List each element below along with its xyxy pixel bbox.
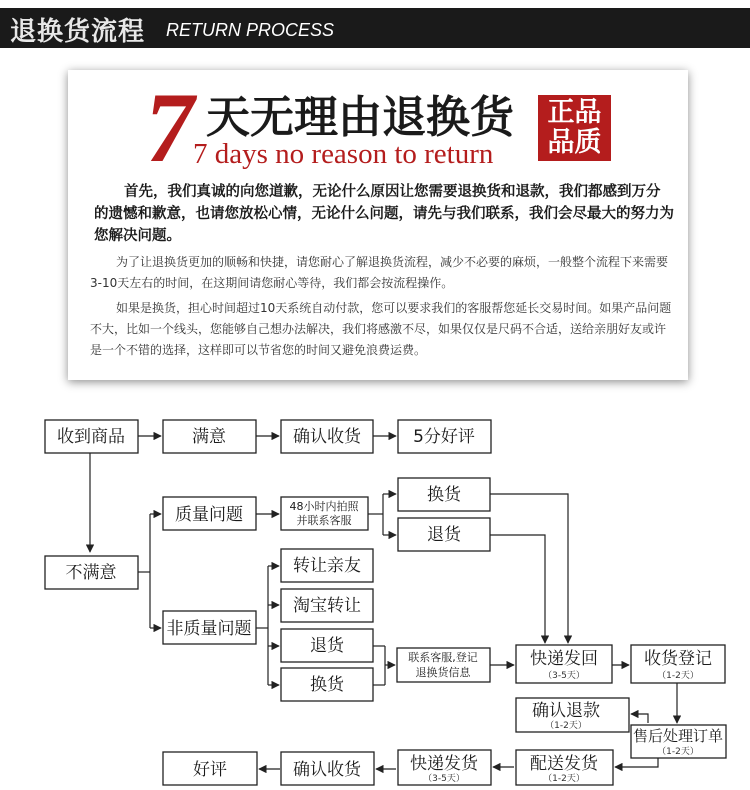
node-contact-line-1: 联系客服,登记 — [408, 651, 478, 664]
node-good-review: 好评 — [193, 760, 227, 780]
node-after-sales: 售后处理订单 — [632, 727, 724, 745]
node-exchange-top: 换货 — [427, 485, 461, 505]
node-after-sales-days: （1-2天） — [657, 747, 699, 757]
node-photo-line-1: 48小时内拍照 — [289, 500, 359, 513]
hero-number: 7 — [137, 72, 203, 183]
return-flowchart — [0, 400, 750, 790]
node-transfer-friends: 转让亲友 — [293, 556, 361, 576]
hero-headline-cn: 天无理由退换货 — [206, 92, 514, 143]
header-bar — [0, 8, 750, 48]
apology-paragraph: 首先，我们真诚的向您道歉，无论什么原因让您需要退换货和退款，我们都感到万分的遗憾和歉意，也请您放松心情，无论什么问题，请先与我们联系，我们会尽最大的努力为您解决问题。 — [94, 184, 674, 244]
node-confirm-receipt-top: 确认收货 — [293, 427, 361, 447]
node-delivery-ship-days: （1-2天） — [543, 774, 585, 784]
node-received: 收到商品 — [57, 427, 125, 447]
process-paragraph: 为了让退换货更加的顺畅和快捷，请您耐心了解退换货流程，减少不必要的麻烦，一般整个流程下来需要3-10天左右的时间，在这期间请您耐心等待，我们都会按流程操作。 — [90, 255, 669, 290]
flow-boxes — [45, 420, 726, 785]
node-unsatisfied: 不满意 — [65, 563, 117, 583]
node-express-return-days: （3-5天） — [543, 671, 585, 681]
hero-headline-en: 7 days no reason to return — [193, 138, 494, 170]
node-quality-issue: 质量问题 — [175, 505, 243, 525]
node-return-top: 退货 — [427, 525, 461, 545]
node-express-ship: 快递发货 — [410, 754, 478, 774]
node-contact-line-2: 退换货信息 — [415, 666, 471, 679]
node-delivery-ship: 配送发货 — [530, 754, 598, 774]
node-confirm-refund: 确认退款 — [532, 701, 600, 721]
node-five-star-review: 5分好评 — [413, 427, 475, 447]
node-taobao-resell: 淘宝转让 — [293, 596, 361, 616]
advice-paragraph: 如果是换货，担心时间超过10天系统自动付款，您可以要求我们的客服帮您延长交易时间。如果产品问题不大，比如一个线头，您能够自己想办法解决，我们将感激不尽，如果仅仅是尺码不合适，送给亲朋好友或许是一个不错的选择，这样即可以节省您的时间又避免浪费运费。 — [90, 301, 672, 357]
node-receipt-register: 收货登记 — [644, 649, 712, 669]
node-confirm-refund-days: （1-2天） — [545, 721, 587, 731]
badge-line-2: 品质 — [547, 127, 602, 158]
node-confirm-receipt-bottom: 确认收货 — [293, 760, 361, 780]
node-exchange-mid: 换货 — [310, 675, 344, 695]
node-non-quality-issue: 非质量问题 — [166, 619, 252, 639]
badge-line-1: 正品 — [547, 97, 602, 128]
genuine-quality-badge — [538, 95, 611, 161]
node-receipt-register-days: （1-2天） — [657, 671, 699, 681]
node-return-mid: 退货 — [310, 636, 344, 656]
node-photo-line-2: 并联系客服 — [296, 514, 352, 527]
header-title-en: RETURN PROCESS — [166, 20, 335, 40]
node-express-return: 快递发回 — [530, 649, 598, 669]
header-title-cn: 退换货流程 — [10, 17, 146, 47]
node-express-ship-days: （3-5天） — [423, 774, 465, 784]
node-satisfied: 满意 — [192, 427, 226, 447]
